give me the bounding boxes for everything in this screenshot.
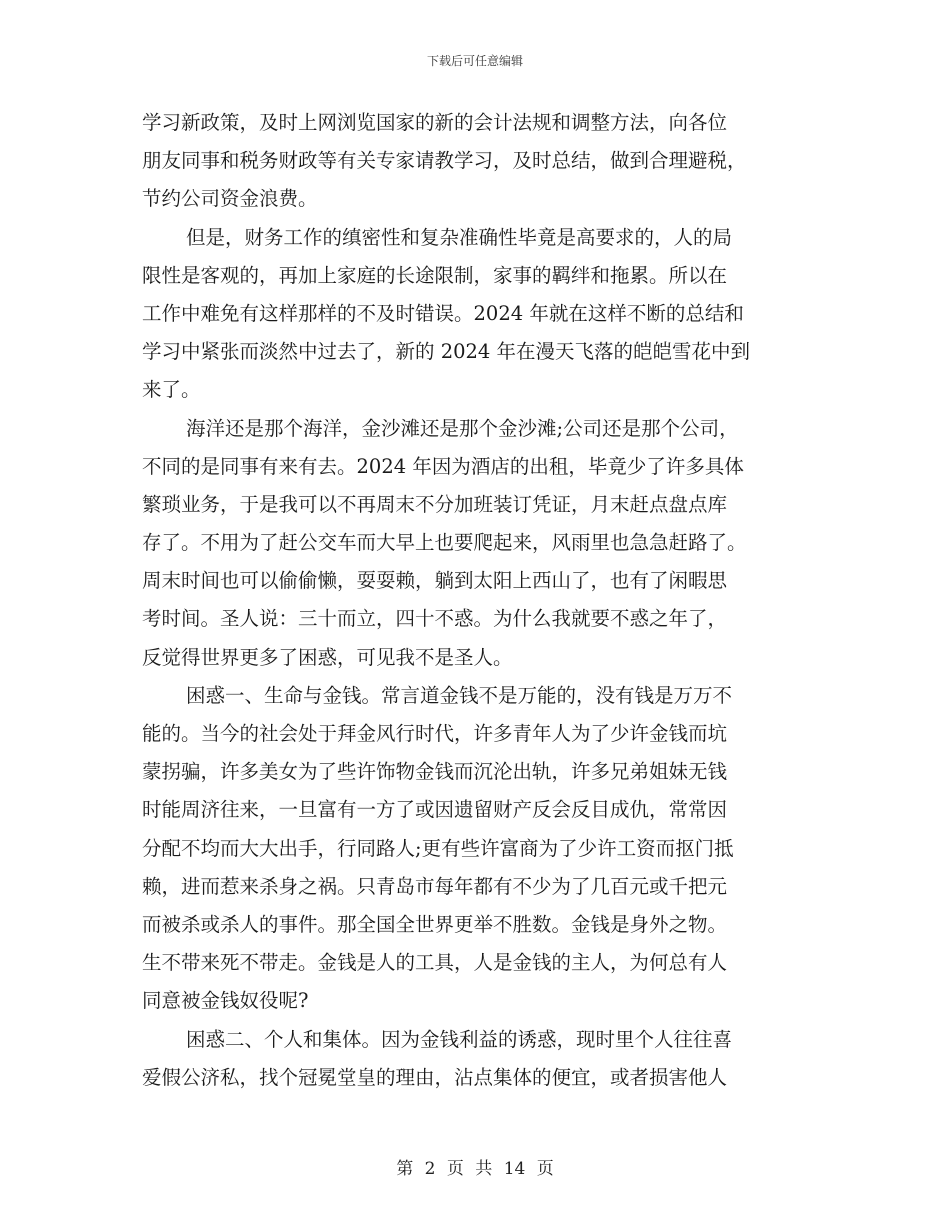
text-line: 工作中难免有这样那样的不及时错误。2024 年就在这样不断的总结和 bbox=[142, 301, 744, 325]
text-line: 来了。 bbox=[142, 378, 201, 402]
text-line: 但是，财务工作的缜密性和复杂准确性毕竟是高要求的，人的局 bbox=[186, 225, 733, 249]
text-line: 反觉得世界更多了困惑，可见我不是圣人。 bbox=[142, 645, 513, 669]
document-body bbox=[142, 104, 808, 1097]
text-line: 时能周济往来，一旦富有一方了或因遗留财产反会反目成仇，常常因 bbox=[142, 798, 728, 822]
text-line: 学习中紧张而淡然中过去了，新的 2024 年在漫天飞落的皑皑雪花中到 bbox=[142, 340, 751, 364]
text-line: 爱假公济私，找个冠冕堂皇的理由，沾点集体的便宜，或者损害他人 bbox=[142, 1065, 728, 1089]
text-line: 能的。当今的社会处于拜金风行时代，许多青年人为了少许金钱而坑 bbox=[142, 722, 728, 745]
text-line: 存了。不用为了赶公交车而大早上也要爬起来，风雨里也急急赶路了。 bbox=[142, 531, 747, 555]
text-line: 节约公司资金浪费。 bbox=[142, 187, 318, 211]
text-line: 周末时间也可以偷偷懒，耍耍赖，躺到太阳上西山了，也有了闲暇思 bbox=[142, 569, 728, 593]
text-line: 不同的是同事有来有去。2024 年因为酒店的出租，毕竟少了许多具体 bbox=[142, 454, 744, 478]
text-line: 海洋还是那个海洋，金沙滩还是那个金沙滩;公司还是那个公司， bbox=[186, 416, 739, 440]
text-line: 繁琐业务，于是我可以不再周末不分加班装订凭证，月末赶点盘点库 bbox=[142, 492, 728, 516]
text-line: 限性是客观的，再加上家庭的长途限制，家事的羁绊和拖累。所以在 bbox=[142, 263, 728, 287]
text-line: 考时间。圣人说：三十而立，四十不惑。为什么我就要不惑之年了， bbox=[142, 607, 728, 631]
text-line: 朋友同事和税务财政等有关专家请教学习，及时总结，做到合理避税， bbox=[142, 149, 747, 173]
page-number-footer: 第 2 页 共 14 页 bbox=[396, 1159, 554, 1179]
text-line: 而被杀或杀人的事件。那全国全世界更举不胜数。金钱是身外之物。 bbox=[142, 912, 728, 936]
text-line: 蒙拐骗，许多美女为了些许饰物金钱而沉沦出轨，许多兄弟姐妹无钱 bbox=[142, 760, 728, 784]
text-line: 学习新政策，及时上网浏览国家的新的会计法规和调整方法，向各位 bbox=[142, 111, 728, 134]
text-line: 困惑二、个人和集体。因为金钱利益的诱惑，现时里个人往往喜 bbox=[186, 1027, 733, 1051]
text-line: 分配不均而大大出手，行同路人;更有些许富商为了少许工资而抠门抵 bbox=[142, 836, 734, 860]
text-line: 生不带来死不带走。金钱是人的工具，人是金钱的主人，为何总有人 bbox=[142, 951, 728, 975]
text-line: 困惑一、生命与金钱。常言道金钱不是万能的，没有钱是万万不 bbox=[186, 683, 733, 707]
text-line: 同意被金钱奴役呢? bbox=[142, 989, 309, 1013]
page-header: 下载后可任意编辑 bbox=[426, 54, 523, 68]
text-line: 赖，进而惹来杀身之祸。只青岛市每年都有不少为了几百元或千把元 bbox=[142, 874, 728, 898]
